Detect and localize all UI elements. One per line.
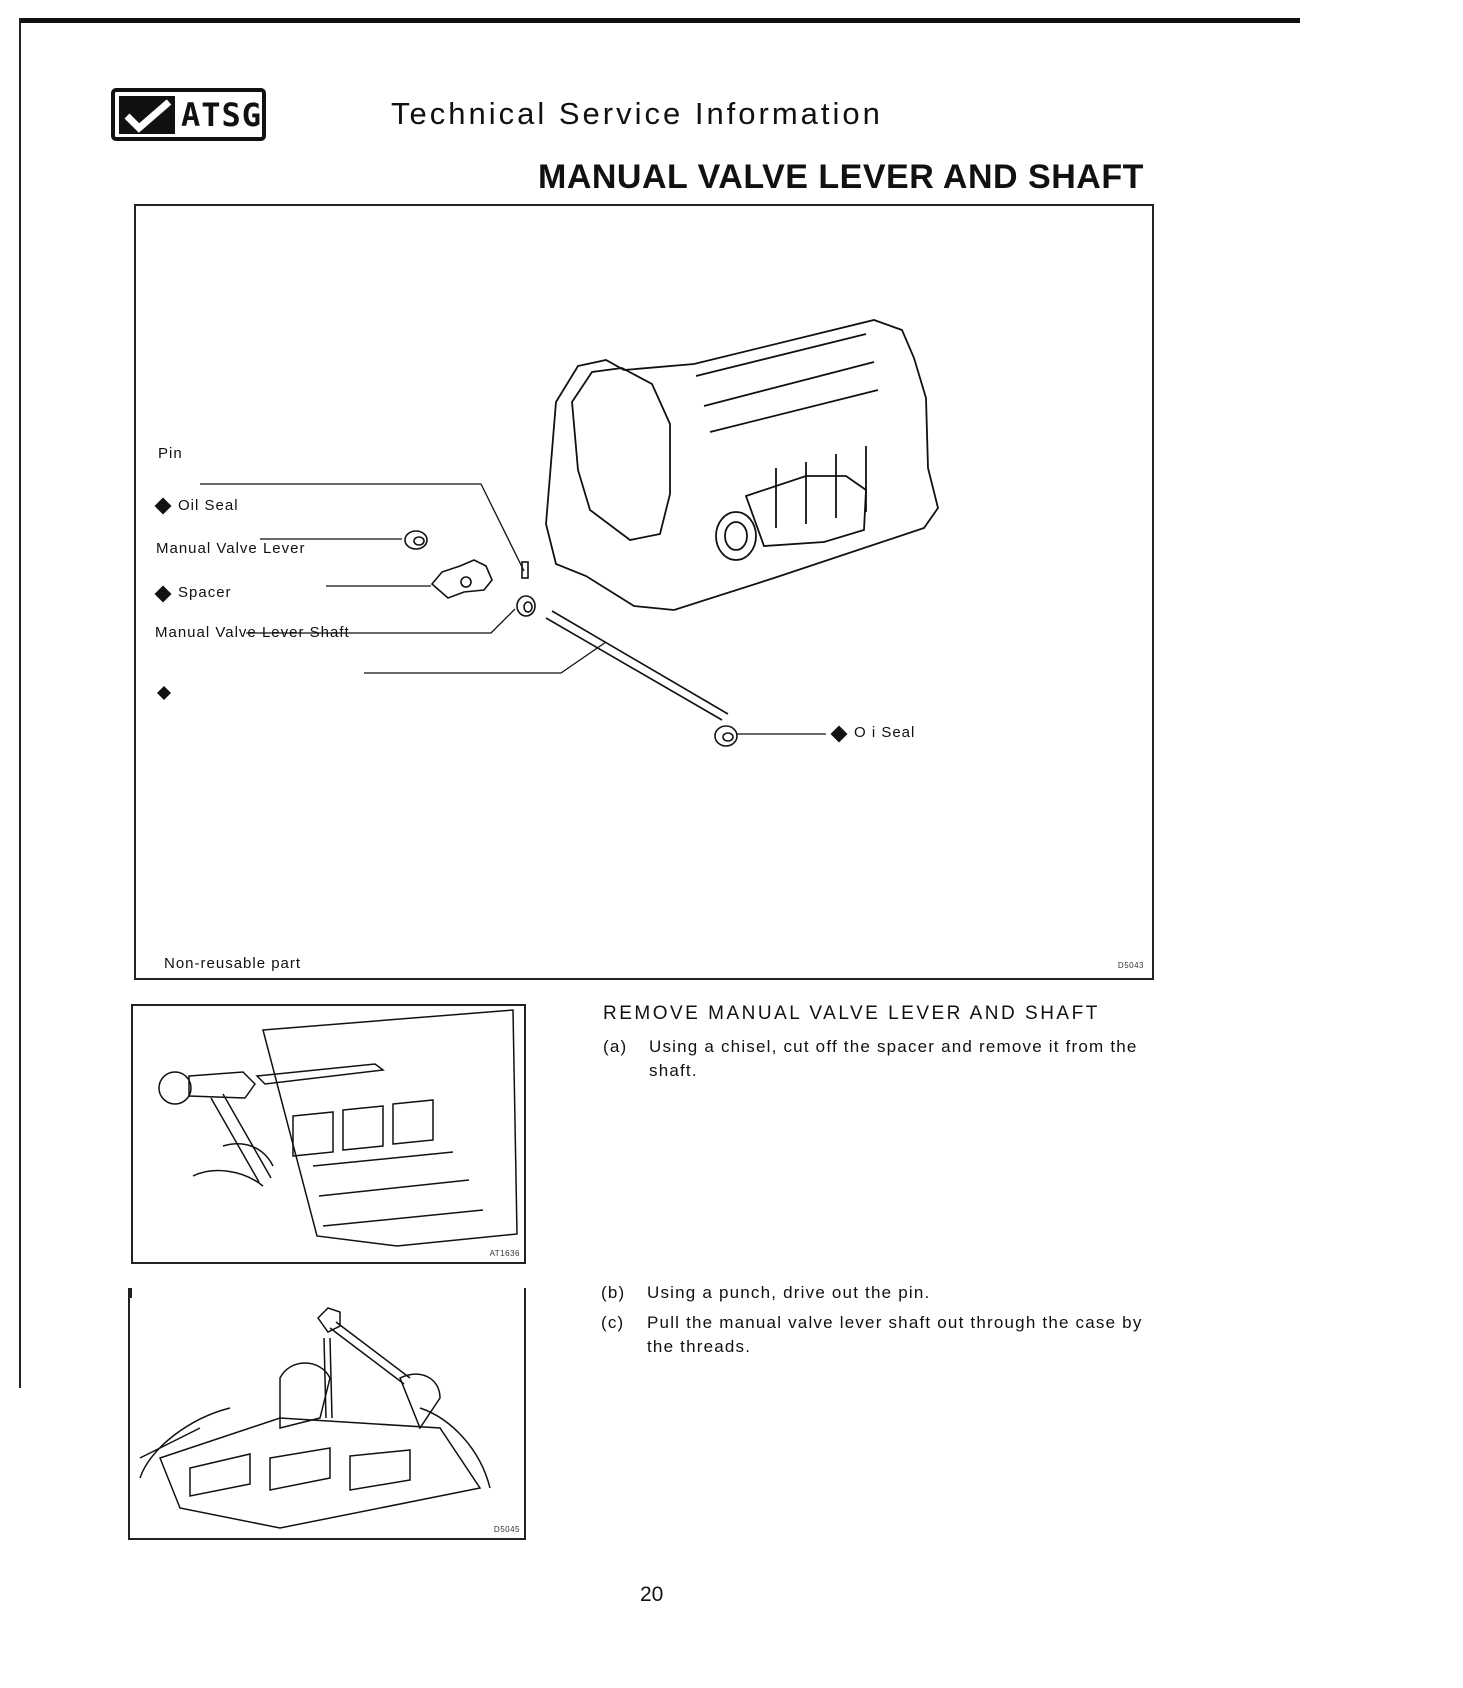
callout-spacer: Spacer <box>178 584 232 601</box>
legend-text: Non-reusable part <box>164 955 302 972</box>
diamond-marker <box>157 686 171 700</box>
step-label: (a) <box>603 1037 628 1056</box>
callout-manual-valve-lever-shaft: Manual Valve Lever Shaft <box>155 624 350 641</box>
step-a <box>603 1035 1173 1085</box>
figure-code: D5043 <box>1117 961 1144 970</box>
left-margin-rule <box>19 18 21 1388</box>
step-text: Pull the manual valve lever shaft out through the case by the threads. <box>647 1313 1143 1356</box>
step-text: Using a punch, drive out the pin. <box>647 1283 931 1302</box>
section-title: MANUAL VALVE LEVER AND SHAFT <box>538 158 1144 196</box>
top-rule <box>20 18 1300 23</box>
figure-chisel <box>131 1004 526 1264</box>
atsg-logo <box>111 88 266 141</box>
step-label: (c) <box>601 1313 625 1332</box>
callout-manual-valve-lever: Manual Valve Lever <box>156 540 306 557</box>
step-text: Using a chisel, cut off the spacer and remove it from the shaft. <box>649 1037 1138 1080</box>
callout-oil-seal-bottom: O i Seal <box>854 724 916 741</box>
callout-oil-seal-top: Oil Seal <box>178 497 239 514</box>
frame-corner <box>130 1288 132 1298</box>
exploded-view-drawing <box>136 206 1152 978</box>
figure-code: D5045 <box>493 1525 520 1534</box>
step-c <box>601 1311 1171 1361</box>
checkmark-icon <box>119 96 175 134</box>
chisel-illustration <box>133 1006 524 1262</box>
step-label: (b) <box>601 1283 626 1302</box>
header-title: Technical Service Information <box>391 96 883 131</box>
instructions-heading: REMOVE MANUAL VALVE LEVER AND SHAFT <box>603 1003 1100 1024</box>
logo-text: ATSG <box>180 95 262 134</box>
punch-illustration <box>130 1288 524 1538</box>
figure-code: AT1636 <box>489 1249 520 1258</box>
main-exploded-figure <box>134 204 1154 980</box>
figure-punch <box>128 1288 526 1540</box>
step-b <box>601 1281 1171 1307</box>
callout-pin: Pin <box>158 445 183 462</box>
page-number: 20 <box>640 1583 664 1606</box>
